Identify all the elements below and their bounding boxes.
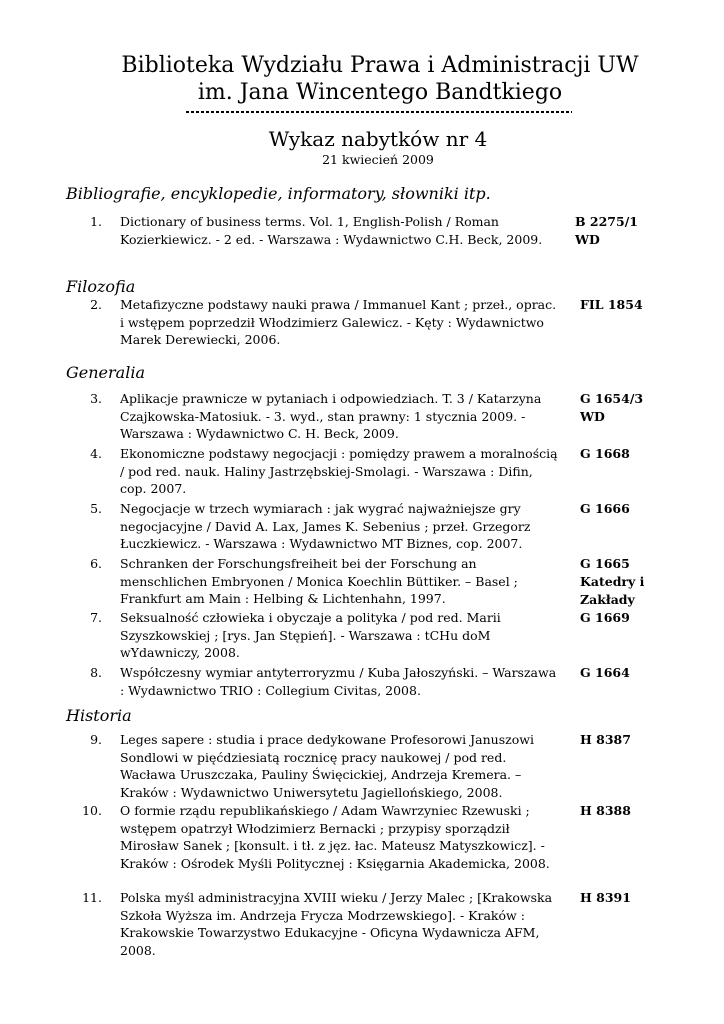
entry-number: 7. [90, 610, 102, 625]
entry-description: Polska myśl administracyjna XVIII wieku / Jerzy Malec ; [Krakowska Szkoła Wyższa im. Andrzeja Frycza Modrzewskiego]. - Kraków : Krakowskie Towarzystwo Edukacyjne - Oficyna Wydawnicza AFM, 2008. [120, 890, 553, 958]
entry-call-number [580, 889, 720, 907]
call-number-line: H 8391 [580, 890, 631, 905]
call-number-line: FIL 1854 [580, 297, 643, 312]
call-number-line: WD [580, 409, 605, 424]
call-number-line: H 8387 [580, 732, 631, 747]
list-title: Wykaz nabytków nr 4 [268, 127, 488, 151]
entry-call-number [580, 664, 720, 682]
entry-description: Współczesny wymiar antyterroryzmu / Kuba Jałoszyński. – Warszawa : Wydawnictwo TRIO : Collegium Civitas, 2008. [120, 665, 557, 698]
call-number-line: WD [575, 232, 600, 247]
call-number-line: Zakłady [580, 592, 635, 607]
entry-call-number [580, 296, 720, 314]
entry-call-number [580, 390, 720, 426]
entry-number: 5. [90, 501, 102, 516]
entry-number: 6. [90, 556, 102, 571]
call-number-line: B 2275/1 [575, 214, 638, 229]
entry-description: Dictionary of business terms. Vol. 1, English-Polish / Roman Kozierkiewicz. - 2 ed. - Warszawa : Wydawnictwo C.H. Beck, 2009. [120, 214, 543, 247]
entry-number: 2. [90, 297, 102, 312]
section-heading-generalia: Generalia [66, 363, 145, 382]
entry-number: 4. [90, 446, 102, 461]
call-number-line: G 1668 [580, 446, 630, 461]
entry-description: O formie rządu republikańskiego / Adam Wawrzyniec Rzewuski ; wstępem opatrzył Włodzimierz Bernacki ; przypisy sporządził Mirosław Sanek ; [konsult. i tł. z jęz. łac. Mateusz Matyszkowicz]. - Kraków : Ośrodek Myśli Politycznej : Księgarnia Akademicka, 2008. [120, 803, 550, 871]
call-number-line: Katedry i [580, 574, 645, 589]
call-number-line: H 8388 [580, 803, 631, 818]
entry-call-number [580, 609, 720, 627]
entry-call-number [580, 445, 720, 463]
call-number-line: G 1665 [580, 556, 630, 571]
call-number-line: G 1666 [580, 501, 630, 516]
entry-number: 10. [82, 803, 102, 818]
call-number-line: G 1664 [580, 665, 630, 680]
entry-description: Ekonomiczne podstawy negocjacji : pomiędzy prawem a moralnością / pod red. nauk. Haliny Jastrzębskiej-Smolagi. - Warszawa : Difin, cop. 2007. [120, 446, 558, 496]
section-heading-filozofia: Filozofia [66, 277, 136, 296]
entry-call-number [580, 731, 720, 749]
entry-description: Negocjacje w trzech wymiarach : jak wygrać najważniejsze gry negocjacyjne / David A. Lax, James K. Sebenius ; przeł. Grzegorz Łuczkiewicz. - Warszawa : Wydawnictwo MT Biznes, cop. 2007. [120, 501, 531, 551]
entry-description: Aplikacje prawnicze w pytaniach i odpowiedziach. T. 3 / Katarzyna Czajkowska-Matosiuk. - 3. wyd., stan prawny: 1 stycznia 2009. - Warszawa : Wydawnictwo C. H. Beck, 2009. [120, 391, 542, 441]
library-name: Biblioteka Wydziału Prawa i Administracji UW [121, 53, 639, 78]
section-heading-historia: Historia [66, 706, 132, 725]
call-number-line: G 1654/3 [580, 391, 644, 406]
entry-call-number [575, 213, 715, 249]
list-date: 21 kwiecień 2009 [322, 152, 434, 167]
dashed-divider [186, 108, 572, 116]
entry-call-number [580, 500, 720, 518]
entry-number: 3. [90, 391, 102, 406]
entry-number: 8. [90, 665, 102, 680]
entry-description: Schranken der Forschungsfreiheit bei der Forschung an menschlichen Embryonen / Monica Koechlin Büttiker. – Basel ; Frankfurt am Main : Helbing & Lichtenhahn, 1997. [120, 556, 518, 606]
entry-number: 1. [90, 214, 102, 229]
call-number-line: G 1669 [580, 610, 630, 625]
entry-call-number [580, 555, 720, 609]
entry-call-number [580, 802, 720, 820]
section-heading-bibliografie: Bibliografie, encyklopedie, informatory, słowniki itp. [66, 184, 491, 203]
entry-number: 9. [90, 732, 102, 747]
entry-description: Seksualność człowieka i obyczaje a polityka / pod red. Marii Szyszkowskiej ; [rys. Jan Stępień]. - Warszawa : tCHu doM wYdawniczy, 2008. [120, 610, 501, 660]
entry-description: Leges sapere : studia i prace dedykowane Profesorowi Januszowi Sondlowi w pięćdziesiatą rocznicę pracy naukowej / pod red. Wacława Uruszczaka, Pauliny Święcickiej, Andrzeja Kremera. – Kraków : Wydawnictwo Uniwersytetu Jagiellońskiego, 2008. [120, 732, 534, 800]
entry-number: 11. [82, 890, 102, 905]
library-patron: im. Jana Wincentego Bandtkiego [197, 80, 563, 105]
entry-description: Metafizyczne podstawy nauki prawa / Immanuel Kant ; przeł., oprac. i wstępem poprzedził Włodzimierz Galewicz. - Kęty : Wydawnictwo Marek Derewiecki, 2006. [120, 297, 557, 347]
